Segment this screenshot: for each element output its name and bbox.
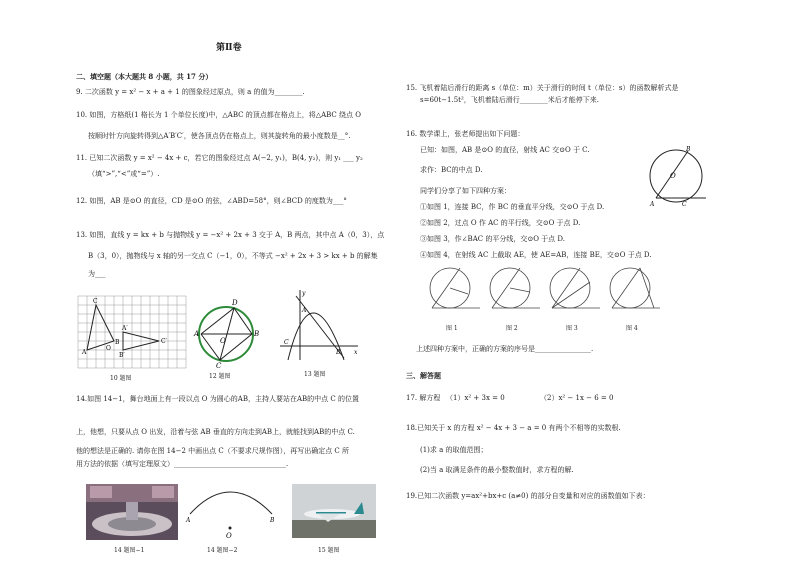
figure-12-circle	[194, 298, 260, 370]
label-a: A	[186, 517, 191, 524]
question-16-plans-intro: 同学们分享了如下四种方案：	[420, 187, 511, 195]
plan-2: ②如图 2，过点 O 作 AC 的平行线，交⊙O 于点 D.	[420, 219, 581, 227]
question-19: 19.已知二次函数 y=ax²+bx+c (a≠0) 的部分自变量和对应的函数值如下表：	[406, 492, 650, 500]
label-c-prime: C′	[161, 338, 167, 345]
section-solve-heading: 三、解答题	[406, 371, 441, 380]
question-14-line4: 用方法的依据（填写定理原文）________________________________.	[76, 460, 289, 468]
question-14-line1: 14.如图 14−1，舞台地面上有一段以点 O 为圆心的AB，主持人要站在AB的中点 C 的位置	[76, 395, 359, 403]
figure-14-1-caption: 14 题图−1	[114, 547, 145, 554]
figure-16-caption-1: 图 1	[446, 325, 458, 332]
figure-15-caption: 15 题图	[318, 547, 340, 554]
label-o: O	[106, 345, 111, 352]
figure-10-caption: 10 题图	[110, 375, 132, 382]
label-c: C	[93, 298, 98, 305]
figure-13-parabola	[278, 288, 360, 362]
figure-16-caption-3: 图 3	[566, 325, 578, 332]
label-o: O	[220, 337, 226, 345]
label-a: A	[650, 201, 655, 208]
label-o: O	[226, 532, 232, 540]
label-a: A	[302, 307, 307, 314]
figure-13-caption: 13 题图	[304, 371, 326, 378]
figure-16-plan-3	[544, 264, 600, 316]
figure-16-plan-2	[484, 264, 540, 316]
point-o	[229, 527, 232, 530]
question-13-line1: 13. 如图，直线 y = kx + b 与抛物线 y = −x² + 2x + 3 交于 A，B 两点，其中点 A（0，3），点	[76, 231, 385, 239]
page-title: 第Ⅱ卷	[216, 43, 242, 53]
label-o: O	[670, 172, 676, 180]
question-10-line2: 按顺时针方向旋转得到△A′B′C′，使各顶点仍在格点上，则其旋转角的最小度数是__°.	[88, 132, 351, 140]
label-d: D	[232, 299, 238, 307]
triangle-abc	[87, 305, 114, 350]
label-c: C	[216, 362, 222, 370]
plan-1: ①如图 1，连接 BC，作 BC 的垂直平分线，交⊙O 于点 D.	[420, 203, 605, 211]
question-17: 17. 解方程	[406, 394, 441, 402]
question-16-known: 已知：如图，AB 是⊙O 的直径，射线 AC 交⊙O 于 C.	[420, 146, 590, 154]
figure-12-caption: 12 题图	[209, 373, 231, 380]
label-x: x	[354, 349, 358, 356]
figure-15-airplane-photo	[292, 484, 376, 538]
figure-14-1-stage-photo	[86, 484, 178, 540]
figure-14-2-caption: 14 题图−2	[207, 547, 238, 554]
arc-ab	[190, 492, 272, 514]
question-17-part1: （1）x² + 3x = 0	[446, 394, 505, 402]
question-16-intro: 16. 数学课上，张老师提出如下问题：	[406, 130, 525, 138]
figure-16-plan-1	[424, 264, 480, 316]
label-b: B	[254, 330, 260, 338]
question-18: 18.已知关于 x 的方程 x² − 4x + 3 − a = 0 有两个不相等的实数根.	[406, 424, 621, 432]
question-16-answer-line: 上述四种方案中，正确的方案的序号是________________.	[416, 345, 594, 353]
label-b-prime: B′	[119, 352, 125, 359]
section-fill-blank-heading: 二、填空题（本大题共 8 小题，共 17 分）	[76, 72, 213, 81]
label-b: B	[336, 349, 341, 356]
question-16-ask: 求作：BC的中点 D.	[420, 166, 483, 174]
question-18-part1: (1)求 a 的取值范围；	[420, 446, 488, 454]
question-15-line1: 15. 飞机着陆后滑行的距离 s（单位：m）关于滑行的时间 t（单位：s）的函数解析式是	[406, 84, 679, 92]
question-15-line2: s=60t−1.5t²，飞机着陆后滑行________米后才能停下来.	[420, 96, 600, 104]
question-13-line2: B（3，0），抛物线与 x 轴的另一交点 C（−1，0），不等式 −x² + 2x + 3 > kx + b 的解集	[88, 252, 378, 260]
question-14-line3: 他的想法是正确的. 请你在图 14−2 中画出点 C（不要求尺规作图），再写出确定点 C 所	[76, 447, 350, 455]
label-b: B	[115, 339, 120, 346]
question-17-part2: （2）x² − 1x − 6 = 0	[540, 394, 614, 402]
plan-3: ③如图 3，作∠BAC 的平分线，交⊙O 于点 D.	[420, 235, 565, 243]
question-13-line3: 为___	[88, 270, 106, 278]
question-9: 9. 二次函数 y = x² − x + a + 1 的图象经过原点，则 a 的值为________.	[76, 88, 305, 96]
question-14-line2: 上，他想，只要从点 O 出发，沿着与弦 AB 垂直的方向走到AB上，就能找到AB的中点 C.	[76, 428, 355, 436]
figure-16-caption-4: 图 4	[626, 325, 638, 332]
label-y: y	[302, 290, 306, 297]
label-c: C	[284, 339, 289, 346]
label-b: B	[686, 146, 691, 153]
plan-4: ④如图 4，在射线 AC 上截取 AE，使 AE=AB，连接 BE，交⊙O 于点 D.	[420, 251, 652, 259]
label-b: B	[270, 517, 275, 524]
question-11-line1: 11. 已知二次函数 y = x² − 4x + c，若它的图象经过点 A(−2, y₁)，B(4, y₂)，则 y₁ ___ y₂	[76, 154, 363, 162]
figure-10-grid	[78, 296, 186, 368]
figure-14-2-arc	[186, 484, 278, 542]
label-a: A	[194, 330, 200, 338]
figure-16-main-circle	[642, 148, 708, 212]
label-c: C	[682, 201, 687, 208]
question-11-line2: （填“>”,“<”或“=”）.	[88, 170, 160, 178]
question-18-part2: (2)当 a 取满足条件的最小整数值时，求方程的解.	[420, 466, 574, 474]
label-a-prime: A′	[122, 325, 128, 332]
label-a: A	[82, 349, 87, 356]
question-12: 12. 如图，AB 是⊙O 的直径，CD 是⊙O 的弦，∠ABD=58°，则∠BCD 的度数为___°	[76, 197, 347, 205]
question-10-line1: 10. 如图，方格纸(1 格长为 1 个单位长度)中，△ABC 的顶点都在格点上，将△ABC 绕点 O	[76, 111, 361, 119]
figure-16-caption-2: 图 2	[506, 325, 518, 332]
figure-16-plan-4	[604, 264, 660, 316]
